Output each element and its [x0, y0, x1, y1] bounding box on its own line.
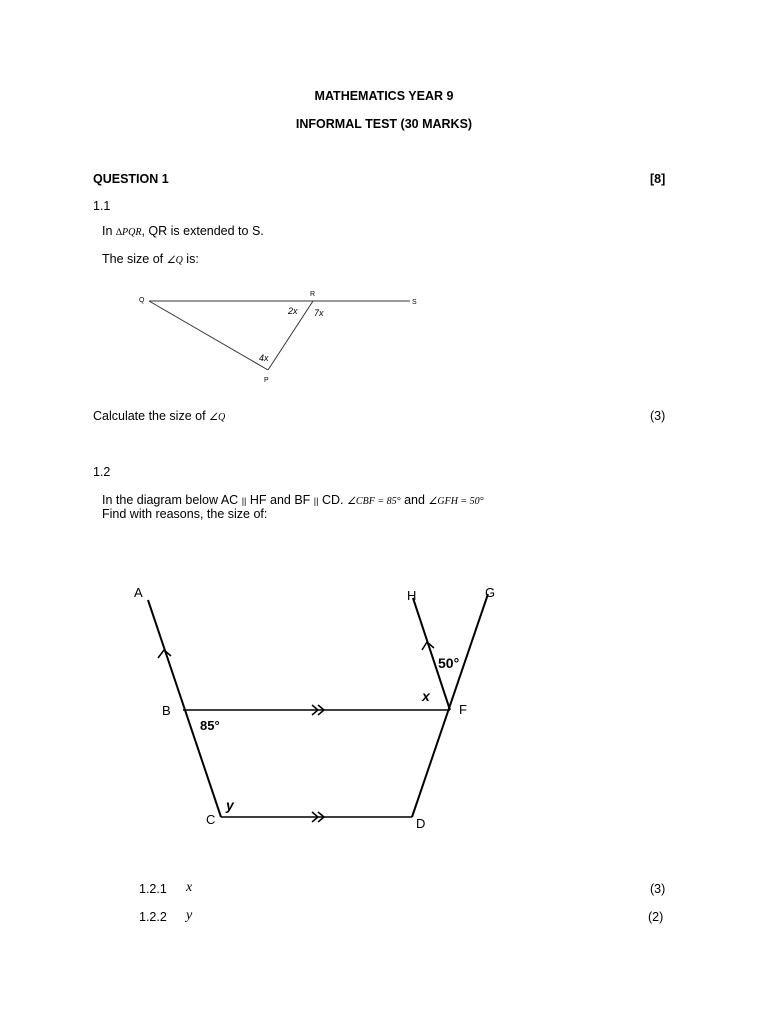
label-p: P: [264, 377, 269, 384]
and-word: and: [404, 493, 425, 507]
angle-7x-label: 7x: [314, 308, 324, 318]
q1-1-line2-pre: The size of: [102, 252, 164, 266]
label-s: S: [412, 299, 417, 306]
q1-1-line2-post: is:: [186, 252, 199, 266]
question-total-marks: [8]: [650, 172, 666, 186]
label-b: B: [162, 703, 171, 718]
q1-1-instruction-angle: ∠Q: [209, 412, 226, 423]
q1-1-instruction-text: Calculate the size of: [93, 409, 206, 423]
part-1-2-1-number: 1.2.1: [139, 882, 167, 896]
q1-2-line1-mid: HF and BF: [249, 493, 311, 507]
question-label: QUESTION 1: [93, 172, 169, 186]
q1-1-instruction: [93, 409, 225, 423]
q1-1-triangle-symbol: ∆PQR: [115, 227, 142, 238]
part-1-2-2-var: y: [186, 908, 193, 923]
arrow-ac: [158, 650, 171, 658]
label-c: C: [206, 812, 216, 827]
q1-2-number: 1.2: [93, 465, 111, 479]
q1-1-angle-q: ∠Q: [166, 255, 183, 266]
part-1-2-1-var: x: [186, 880, 193, 895]
label-d: D: [416, 816, 426, 830]
parallel-lines-diagram: [120, 580, 520, 830]
line-ac: [148, 600, 221, 817]
q1-1-line1-post: , QR is extended to S.: [141, 224, 264, 238]
angle-85-label: 85°: [200, 718, 220, 733]
label-g: G: [485, 585, 496, 600]
q1-2-line2: Find with reasons, the size of:: [102, 507, 268, 521]
line-hf: [413, 598, 450, 710]
part-1-2-1-marks: (3): [650, 882, 666, 896]
q1-1-line1-pre: In: [102, 224, 113, 238]
page-title: MATHEMATICS YEAR 9: [314, 89, 454, 103]
angle-2x-label: 2x: [288, 306, 298, 316]
q1-1-line1: [102, 224, 264, 238]
angle-x-label: x: [422, 688, 430, 704]
angle-50-label: 50°: [438, 655, 460, 671]
label-a: A: [134, 585, 143, 600]
q1-1-line2: [102, 252, 199, 266]
angle-y-label: y: [226, 797, 234, 813]
q1-2-line1-pre: In the diagram below AC: [102, 493, 239, 507]
angle-4x-label: 4x: [259, 353, 269, 363]
part-1-2-2-marks: (2): [648, 910, 664, 924]
label-r: R: [310, 291, 316, 298]
part-1-2-2-number: 1.2.2: [139, 910, 167, 924]
given-angle-cbf: ∠CBF = 85°: [346, 496, 401, 507]
q1-1-number: 1.1: [93, 199, 111, 213]
page-subtitle: INFORMAL TEST (30 MARKS): [295, 117, 473, 131]
label-h: H: [407, 588, 417, 603]
parallel-symbol-1: ||: [241, 496, 247, 506]
label-f: F: [459, 702, 467, 717]
label-q: Q: [139, 297, 145, 304]
given-angle-gfh: ∠GFH = 50°: [428, 496, 484, 507]
triangle-diagram: [130, 285, 430, 390]
parallel-symbol-2: ||: [313, 496, 319, 506]
line-qp: [149, 301, 268, 370]
q1-1-marks: (3): [650, 409, 666, 423]
q1-2-line1: [102, 493, 484, 507]
q1-2-line1-cd: CD.: [321, 493, 344, 507]
